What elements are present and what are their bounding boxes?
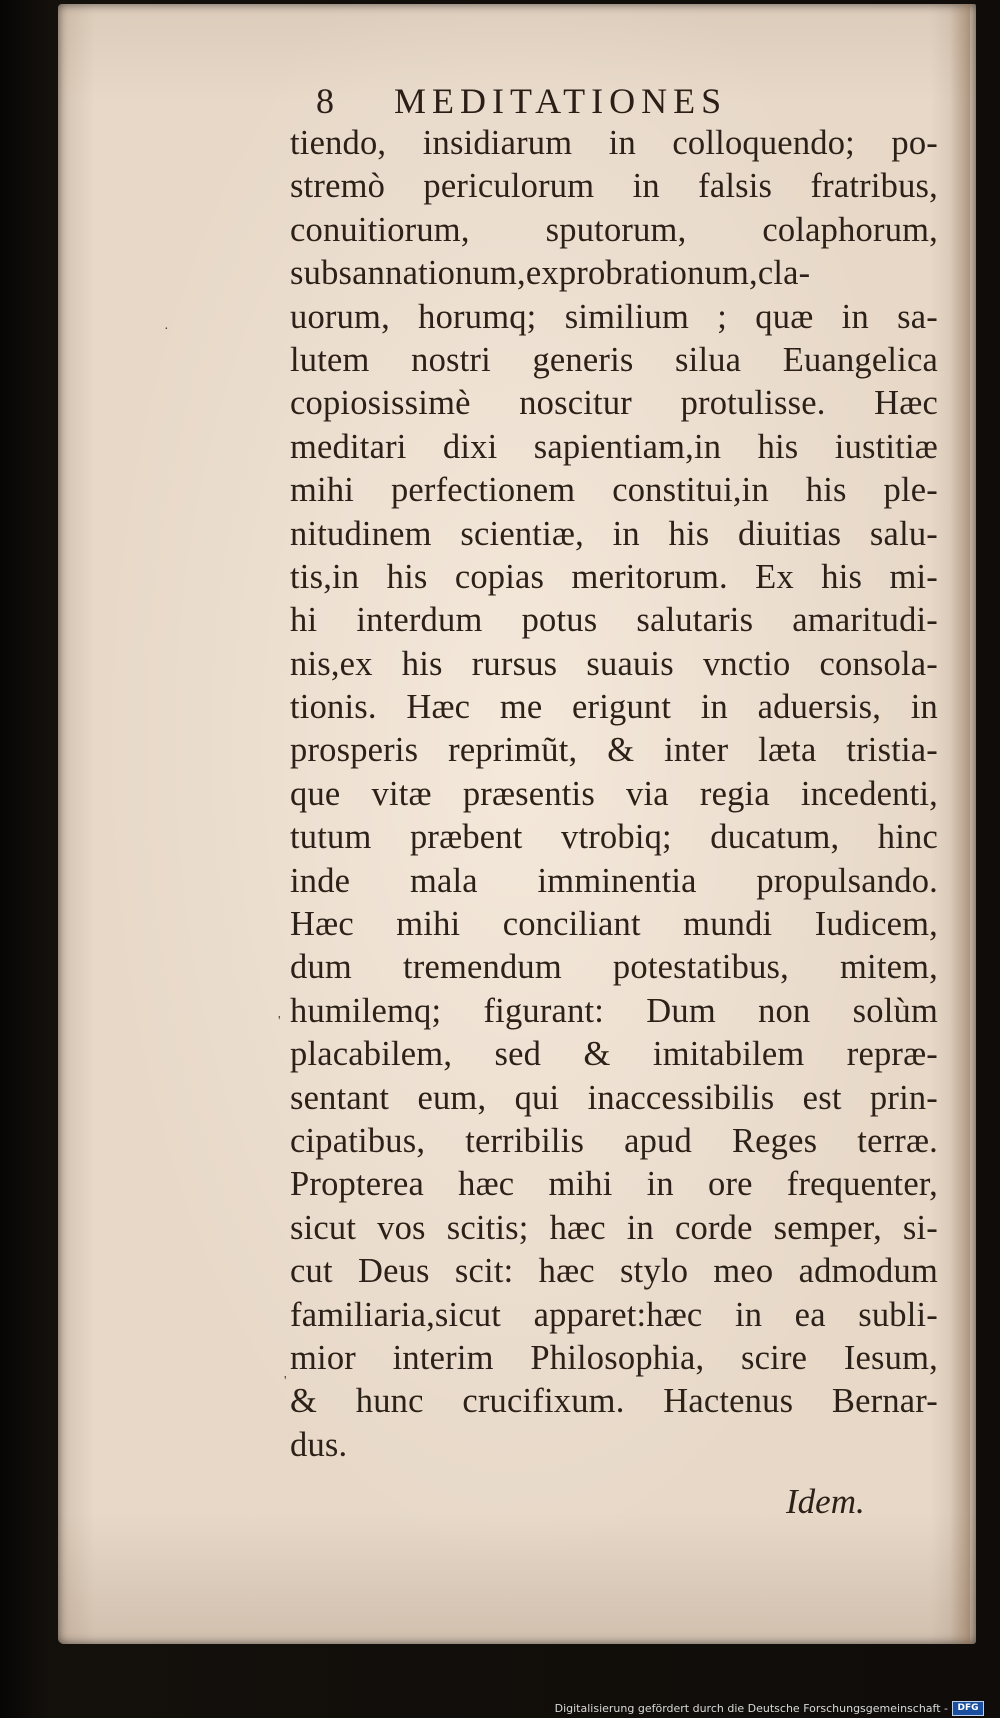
text-line: & hunc crucifixum. Hactenus Bernar- [290,1382,938,1421]
body-text [290,122,938,1467]
text-line: stremò periculorum in falsis fratribus, [290,167,938,206]
text-line: cut Deus scit: hæc stylo meo admodum [290,1252,938,1291]
text-line: tiendo, insidiarum in colloquendo; po- [290,124,938,162]
text-line: meditari dixi sapientiam,in his iustitiæ [290,427,938,466]
digitization-footer [0,1700,1000,1718]
text-line: hi interdum potus salutaris amaritudi- [290,601,938,640]
text-line: nitudinem scientiæ, in his diuitias salu- [290,514,938,553]
text-line: sicut vos scitis; hæc in corde semper, si- [290,1208,938,1247]
text-line: Hæc mihi conciliant mundi Iudicem, [290,905,938,944]
text-line: familiaria,sicut apparet:hæc in ea subli- [290,1295,938,1334]
ink-speck: ' [284,1374,287,1389]
text-line: conuitiorum, sputorum, colaphorum, [290,210,938,249]
text-line: Propterea hæc mihi in ore frequenter, [290,1165,938,1204]
text-line: mihi perfectionem constitui,in his ple- [290,471,938,510]
text-line: mior interim Philosophia, scire Iesum, [290,1338,938,1377]
text-line: prosperis reprimũt, & inter læta tristia- [290,731,938,770]
text-line: tis,in his copias meritorum. Ex his mi- [290,557,938,596]
text-line: dus. [290,1425,348,1464]
text-line: subsannationum,exprobrationum,cla- [290,254,811,293]
page-edge [950,4,970,1644]
ink-speck: ' [278,1014,281,1029]
text-line: copiosissimè noscitur protulisse. Hæc [290,384,938,423]
text-line: humilemq; figurant: Dum non solùm [290,991,938,1030]
book-page [58,4,976,1644]
text-line: lutem nostri generis silua Euangelica [290,340,938,379]
text-line: que vitæ præsentis via regia incedenti, [290,774,938,813]
text-line: sentant eum, qui inaccessibilis est prin- [290,1078,938,1117]
text-line: tionis. Hæc me erigunt in aduersis, in [290,688,938,727]
text-line: nis,ex his rursus suauis vnctio consola- [290,644,938,683]
page-number: 8 [316,81,335,121]
text-line: cipatibus, terribilis apud Reges terræ. [290,1121,938,1160]
text-line: uorum, horumq; similium ; quæ in sa- [290,297,938,336]
text-line: tutum præbent vtrobiq; ducatum, hinc [290,818,938,857]
running-head: MEDITATIONES [394,81,728,121]
funding-credit: Digitalisierung gefördert durch die Deutsche Forschungsgemeinschaft - [554,1702,948,1715]
text-line: dum tremendum potestatibus, mitem, [290,948,938,987]
ink-speck: · [164,322,169,337]
text-line: placabilem, sed & imitabilem repræ- [290,1035,938,1074]
catchword: Idem. [786,1482,865,1521]
dfg-logo: DFG [952,1701,984,1716]
text-line: inde mala imminentia propulsando. [290,861,938,900]
